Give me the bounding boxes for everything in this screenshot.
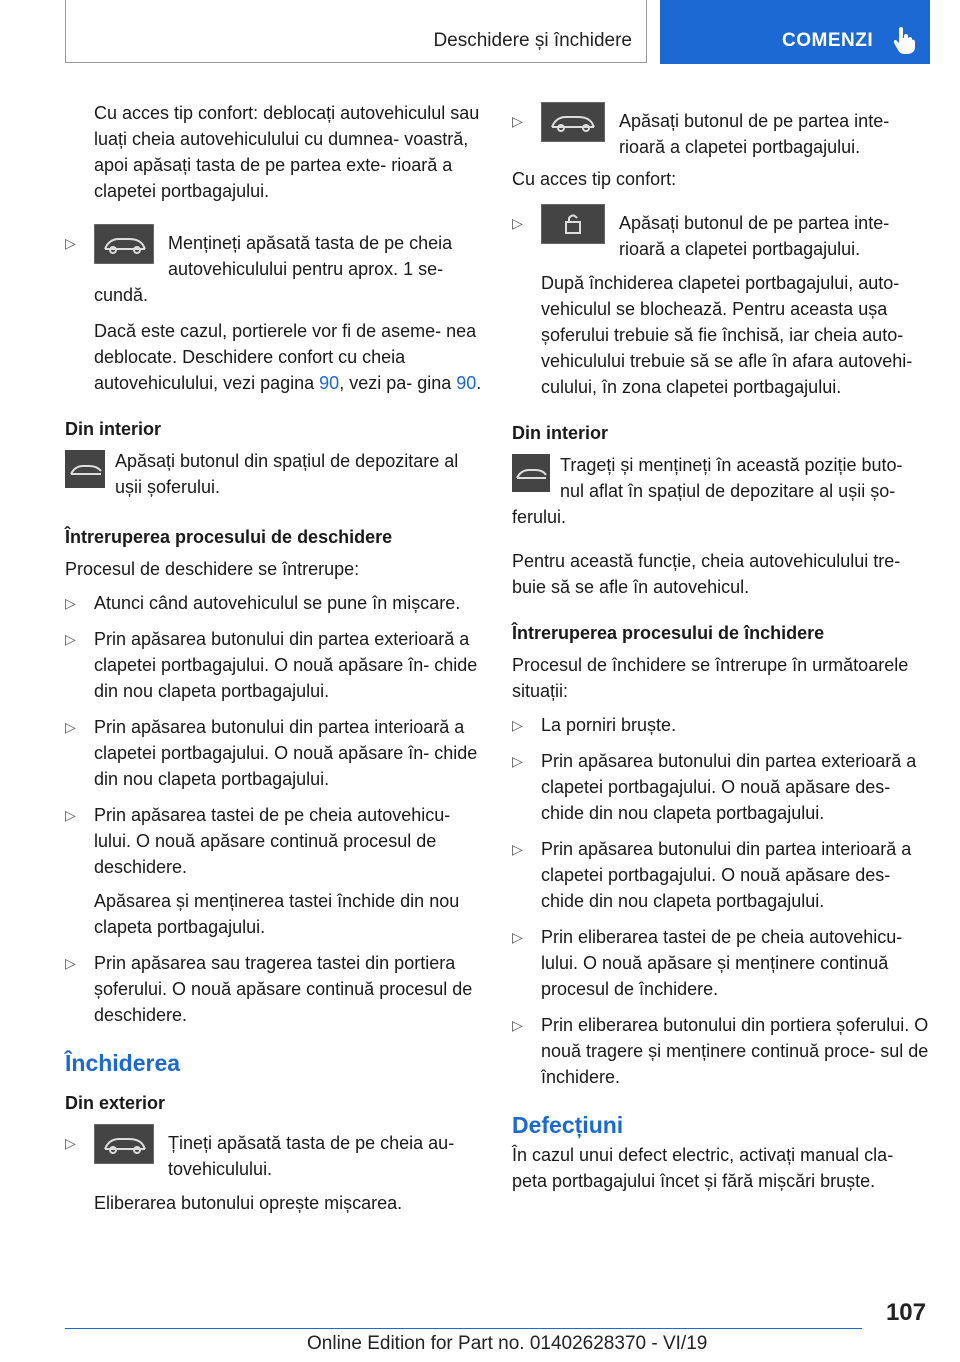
list-item-text: Țineți apăsată tasta de pe cheia au‐ tovehiculului. [168, 1133, 455, 1179]
bullet-marker: ▷ [512, 113, 523, 129]
list-item [512, 108, 930, 160]
list-item [65, 714, 483, 792]
interior-block [65, 448, 483, 500]
interior-text: Trageți și mențineți în această poziție buto‐ nul aflat în spațiul de depozitare al ușii șo‐ ferului. [512, 455, 903, 527]
list-item-text: Mențineți apăsată tasta de pe cheia autovehiculului pentru aprox. 1 se‐ cundă. [94, 233, 453, 305]
header-chapter-box [660, 0, 930, 64]
section-title: Deschidere și închidere [433, 30, 632, 51]
car-key-trunk-icon [94, 1124, 154, 1164]
bullet-marker: ▷ [512, 1017, 523, 1033]
bullet-marker: ▷ [65, 235, 76, 251]
list-item [65, 1130, 483, 1182]
bullet-marker: ▷ [512, 215, 523, 231]
list-item [65, 950, 483, 1028]
bullet-marker: ▷ [65, 1135, 76, 1151]
list-item [512, 836, 930, 914]
list-item [65, 802, 483, 880]
list-item [512, 748, 930, 826]
list-item-text: Atunci când autovehiculul se pune în mișcare. [94, 593, 461, 613]
chapter-title: COMENZI [782, 30, 874, 51]
lock-icon [541, 204, 605, 244]
car-key-trunk-icon [94, 224, 154, 264]
list-item [512, 1012, 930, 1090]
list-item-text: Prin apăsarea butonului din partea exterioară a clapetei portbagajului. O nouă apăsare în‐ chide din nou clapeta portbagajului. [94, 629, 478, 701]
list-item-text: La porniri bruște. [541, 715, 677, 735]
comfort-paragraph: Cu acces tip confort: deblocați autovehiculul sau luați cheia autovehiculului cu dumnea‐ voastră, apoi apăsați tasta de pe partea exte‐ rioară a clapetei portbagajului. [94, 103, 480, 201]
footer-edition: Online Edition for Part no. 01402628370 - VI/19 [307, 1333, 708, 1354]
door-button-icon [65, 450, 105, 488]
list-item-text: Prin apăsarea butonului din partea interioară a clapetei portbagajului. O nouă apăsare des‐ chide din nou clapeta portbagajului. [541, 839, 912, 911]
bullet-marker: ▷ [65, 719, 76, 735]
list-item-text: Prin apăsarea sau tragerea tastei din portiera șoferului. O nouă apăsare continuă procesul de deschidere. [94, 953, 473, 1025]
door-button-icon [512, 454, 550, 492]
list-item-extra: După închiderea clapetei portbagajului, auto‐ vehiculul se blochează. Pentru aceasta ușa șoferului trebuie să fie închisă, iar cheia auto‐ vehiculului trebuie să se afle în afara autovehi‐ culului, în zona clapetei portbagajului. [541, 273, 913, 397]
list-item [512, 924, 930, 1002]
heading-interrupt: Întreruperea procesului de închidere [512, 623, 825, 643]
left-column [65, 100, 483, 1216]
bullet-marker: ▷ [65, 631, 76, 647]
bullet-marker: ▷ [512, 753, 523, 769]
list-item [65, 590, 483, 616]
interrupt-intro: Procesul de închidere se întrerupe în următoarele situații: [512, 655, 909, 701]
text-span: . [476, 373, 482, 393]
fault-text: În cazul unui defect electric, activați manual cla‐ peta portbagajului încet și fără mișcări bruște. [512, 1145, 894, 1191]
footer-divider [65, 1328, 862, 1329]
trunk-lid-button-icon [541, 102, 605, 142]
bullet-marker: ▷ [512, 929, 523, 945]
bullet-marker: ▷ [512, 841, 523, 857]
page-number: 107 [885, 1299, 926, 1326]
list-item [65, 626, 483, 704]
list-item [512, 210, 930, 262]
comfort-note [65, 318, 483, 396]
list-item-text: Prin apăsarea butonului din partea exterioară a clapetei portbagajului. O nouă apăsare des‐ chide din nou clapeta portbagajului. [541, 751, 917, 823]
list-item-extra: Eliberarea butonului oprește mișcarea. [94, 1193, 403, 1213]
comfort-label: Cu acces tip confort: [512, 169, 677, 189]
list-item-text: Prin apăsarea butonului din partea interioară a clapetei portbagajului. O nouă apăsare în‐ chide din nou clapeta portbagajului. [94, 717, 478, 789]
function-note: Pentru această funcție, cheia autovehiculului tre‐ buie să se afle în autovehicul. [512, 551, 901, 597]
interrupt-intro: Procesul de deschidere se întrerupe: [65, 559, 360, 579]
list-item-text: Prin apăsarea tastei de pe cheia autovehicu‐ lului. O nouă apăsare continuă procesul de deschidere. [94, 805, 451, 877]
hand-pointer-icon [892, 26, 916, 54]
list-item-text: Prin eliberarea tastei de pe cheia autovehicu‐ lului. O nouă apăsare și menținere continuă procesul de închidere. [541, 927, 903, 999]
list-item-text: Prin eliberarea butonului din portiera șoferului. O nouă tragere și menținere continuă proce‐ sul de închidere. [541, 1015, 929, 1087]
page-header [65, 0, 930, 64]
heading-interrupt: Întreruperea procesului de deschidere [65, 527, 393, 547]
page-link[interactable]: 90 [456, 373, 477, 393]
bullet-marker: ▷ [65, 595, 76, 611]
header-section-box [65, 0, 647, 63]
list-item [512, 712, 930, 738]
list-item-text: Apăsați butonul de pe partea inte‐ rioară a clapetei portbagajului. [619, 213, 890, 259]
interior-block [512, 452, 930, 530]
list-item [65, 230, 483, 308]
heading-closing: Închiderea [65, 1050, 181, 1076]
interior-text: Apăsați butonul din spațiul de depozitare al ușii șoferului. [115, 451, 459, 497]
text-span: Dacă este cazul, portierele vor fi de aseme‐ nea deblocate. Deschidere confort cu cheia autovehiculului, vezi pagina [94, 321, 477, 393]
heading-interior: Din interior [65, 419, 162, 439]
text-span: , vezi pa‐ gina [339, 373, 457, 393]
heading-interior: Din interior [512, 423, 609, 443]
right-column [512, 100, 930, 1194]
page-link[interactable]: 90 [319, 373, 340, 393]
bullet-marker: ▷ [65, 955, 76, 971]
bullet-marker: ▷ [512, 717, 523, 733]
heading-exterior: Din exterior [65, 1093, 166, 1113]
heading-faults: Defecțiuni [512, 1112, 624, 1138]
bullet-marker: ▷ [65, 807, 76, 823]
list-item-text: Apăsați butonul de pe partea inte‐ rioară a clapetei portbagajului. [619, 111, 890, 157]
list-item-extra: Apăsarea și menținerea tastei închide din nou clapeta portbagajului. [94, 891, 460, 937]
